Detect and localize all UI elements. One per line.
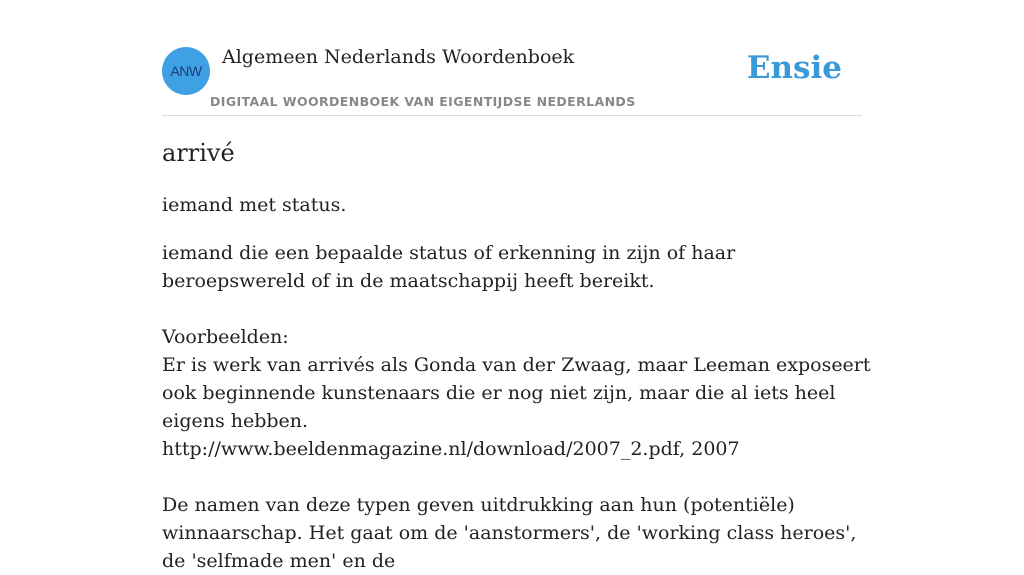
example-2-text: De namen van deze typen geven uitdrukking aan hun (potentiële) winnaarschap. Het gaat om de 'aanstormers', de 'working class heroes', de 'selfmade men' en de <box>162 494 857 572</box>
ensie-brand-link[interactable]: Ensie <box>746 50 842 86</box>
site-subtitle: DIGITAAL WOORDENBOEK VAN EIGENTIJDSE NEDERLANDS <box>210 94 636 109</box>
examples-label: Voorbeelden: <box>162 326 289 348</box>
example-1-source: http://www.beeldenmagazine.nl/download/2007_2.pdf, 2007 <box>162 438 740 460</box>
long-definition: iemand die een bepaalde status of erkenning in zijn of haar beroepswereld of in de maatschappij heeft bereikt. <box>162 242 736 292</box>
anw-logo-text: ANW <box>170 63 202 79</box>
site-header <box>162 0 862 116</box>
example-1-text: Er is werk van arrivés als Gonda van der Zwaag, maar Leeman exposeert ook beginnende kunstenaars die er nog niet zijn, maar die al iets heel eigens hebben. <box>162 354 871 432</box>
entry-headword: arrivé <box>162 139 235 167</box>
page-content <box>162 0 871 572</box>
site-title[interactable]: Algemeen Nederlands Woordenboek <box>222 46 575 68</box>
short-definition: iemand met status. <box>162 194 347 216</box>
definition-body <box>162 239 872 575</box>
anw-logo[interactable] <box>162 47 210 95</box>
